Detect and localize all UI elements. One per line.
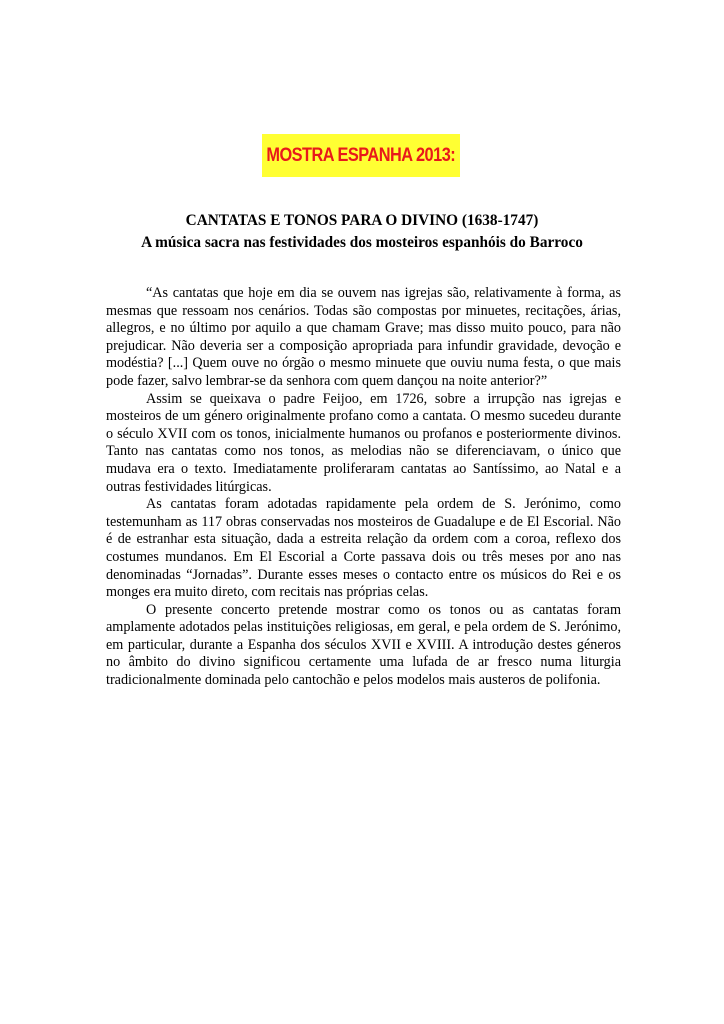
paragraph-quote: “As cantatas que hoje em dia se ouvem nas igrejas são, relativamente à forma, as mesmas que ressoam nos cenários. Todas são compostas por minuetes, recitações, árias, allegros, e no último por aquilo a que chamam Grave; mas disso muito pouco, para não prejudicar. Não deveria ser a composição apropriada para infundir gravidade, devoção e modéstia? [...] Quem ouve no órgão o mesmo minuete que ouviu numa festa, o que mais pode fazer, salvo lembrar-se da senhora com quem dançou na noite anterior?” [106,285,621,389]
paragraph: O presente concerto pretende mostrar como os tonos ou as cantatas foram amplamente adotados pelas instituições religiosas, em geral, e pela ordem de S. Jerónimo, em particular, durante a Espanha dos séculos XVII e XVIII. A introdução destes géneros no âmbito do divino significou certamente uma lufada de ar fresco numa liturgia tradicionalmente dominada pelo cantochão e pelos modelos mais austeros de polifonia. [106,601,621,689]
paragraph: Assim se queixava o padre Feijoo, em 1726, sobre a irrupção nas igrejas e mosteiros de um género originalmente profano como a cantata. O mesmo sucedeu durante o século XVII com os tonos, inicialmente humanos ou profanos e posteriormente divinos. Tanto nas cantatas como nos tonos, as melodias não se diferenciavam, o único que mudava era o texto. Imediatamente proliferaram cantatas ao Santíssimo, ao Natal e a outras festividades litúrgicas. [106,390,621,495]
document-title [100,210,624,254]
title-main: CANTATAS E TONOS PARA O DIVINO (1638-1747) [185,212,539,229]
paragraph: As cantatas foram adotadas rapidamente pela ordem de S. Jerónimo, como testemunham as 117 obras conservadas nos mosteiros de Guadalupe e de El Escorial. Não é de estranhar esta situação, dada a estreita relação da ordem com a coroa, reflexo dos costumes mundanos. Em El Escorial a Corte passava dois ou três meses por ano nas denominadas “Jornadas”. Durante esses meses o contacto entre os músicos do Rei e os monges era muito direto, com recitais nas próprias celas. [106,496,621,601]
title-subtitle: A música sacra nas festividades dos mosteiros espanhóis do Barroco [141,234,583,251]
event-banner [262,134,460,177]
document-body [106,285,621,690]
banner-title: MOSTRA ESPANHA 2013: [266,144,456,166]
